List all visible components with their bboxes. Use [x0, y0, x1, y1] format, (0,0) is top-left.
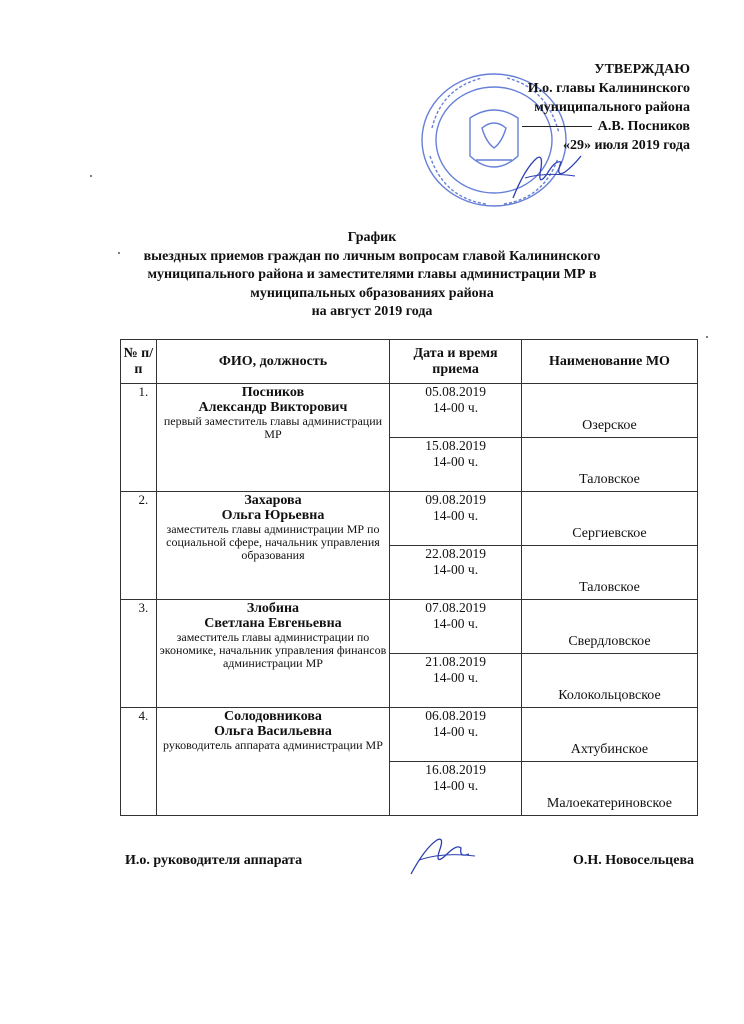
visit-municipality: Таловское	[521, 546, 697, 600]
title-line-5: на август 2019 года	[311, 304, 433, 319]
person-role: заместитель главы администрации МР по социальной сфере, начальник управления образования	[166, 522, 380, 562]
approval-block	[522, 60, 690, 155]
person-given-name: Ольга Юрьевна	[221, 508, 325, 523]
approval-district: муниципального района	[534, 100, 690, 115]
visit-municipality: Свердловское	[521, 600, 697, 654]
approval-heading: УТВЕРЖДАЮ	[594, 62, 690, 77]
row-number: 1.	[121, 384, 157, 492]
row-number: 2.	[121, 492, 157, 600]
visit-date: 16.08.2019	[425, 762, 486, 777]
person-cell	[156, 492, 390, 600]
person-role: первый заместитель главы администрации МР	[163, 414, 383, 441]
table-header-row	[121, 340, 698, 384]
person-role: руководитель аппарата администрации МР	[163, 738, 383, 752]
visit-datetime	[390, 438, 522, 492]
visit-time: 14-00 ч.	[433, 616, 479, 631]
visit-date: 06.08.2019	[425, 708, 486, 723]
person-given-name: Александр Викторович	[198, 400, 348, 415]
visit-time: 14-00 ч.	[433, 778, 479, 793]
visit-datetime	[390, 654, 522, 708]
visit-datetime	[390, 600, 522, 654]
visit-datetime	[390, 492, 522, 546]
schedule-table	[120, 339, 698, 816]
person-role: заместитель главы администрации по экономике, начальник управления финансов администрации МР	[159, 630, 387, 670]
signature-line	[522, 126, 592, 127]
title-line-1: График	[347, 230, 397, 245]
person-surname: Захарова	[244, 493, 302, 508]
person-given-name: Светлана Евгеньевна	[204, 616, 342, 631]
visit-time: 14-00 ч.	[433, 454, 479, 469]
header-mo: Наименование МО	[521, 340, 697, 384]
row-number: 3.	[121, 600, 157, 708]
person-cell	[156, 708, 390, 816]
scan-speck	[706, 336, 708, 338]
visit-datetime	[390, 762, 522, 816]
visit-municipality: Малоекатериновское	[521, 762, 697, 816]
approval-name: А.В. Посников	[597, 119, 690, 134]
visit-time: 14-00 ч.	[433, 562, 479, 577]
visit-datetime	[390, 384, 522, 438]
row-number: 4.	[121, 708, 157, 816]
footer-name: О.Н. Новосельцева	[573, 853, 694, 868]
visit-datetime	[390, 546, 522, 600]
title-line-4: муниципальных образованиях района	[250, 285, 494, 301]
scan-speck	[118, 252, 120, 254]
visit-datetime	[390, 708, 522, 762]
approval-date: «29» июля 2019 года	[562, 138, 690, 153]
visit-municipality: Таловское	[521, 438, 697, 492]
person-surname: Злобина	[246, 601, 300, 616]
approval-position: И.о. главы Калининского	[527, 81, 690, 96]
table-row	[121, 600, 698, 654]
header-date: Дата и время приема	[390, 340, 522, 384]
visit-date: 21.08.2019	[425, 654, 486, 669]
table-row	[121, 384, 698, 438]
visit-time: 14-00 ч.	[433, 400, 479, 415]
title-line-2: выездных приемов граждан по личным вопросам главой Калининского	[143, 248, 601, 264]
visit-time: 14-00 ч.	[433, 670, 479, 685]
scan-speck	[90, 175, 92, 177]
table-row	[121, 708, 698, 762]
person-surname: Солодовникова	[224, 709, 322, 724]
header-fio: ФИО, должность	[156, 340, 390, 384]
person-cell	[156, 600, 390, 708]
visit-time: 14-00 ч.	[433, 508, 479, 523]
visit-date: 09.08.2019	[425, 492, 486, 507]
signature-icon	[405, 826, 485, 886]
visit-municipality: Сергиевское	[521, 492, 697, 546]
title-line-3: муниципального района и заместителями главы администрации МР в	[147, 267, 597, 282]
visit-date: 22.08.2019	[425, 546, 486, 561]
visit-date: 05.08.2019	[425, 384, 486, 399]
header-num: № п/п	[121, 340, 157, 384]
person-surname: Посников	[241, 385, 305, 400]
visit-date: 07.08.2019	[425, 600, 486, 615]
visit-time: 14-00 ч.	[433, 724, 479, 739]
table-row	[121, 492, 698, 546]
approval-signatory	[522, 117, 690, 136]
visit-date: 15.08.2019	[425, 438, 486, 453]
document-title	[0, 229, 744, 322]
visit-municipality: Озерское	[521, 384, 697, 438]
visit-municipality: Ахтубинское	[521, 708, 697, 762]
person-given-name: Ольга Васильевна	[214, 724, 332, 739]
person-cell	[156, 384, 390, 492]
visit-municipality: Колокольцовское	[521, 654, 697, 708]
footer-position: И.о. руководителя аппарата	[125, 853, 303, 868]
